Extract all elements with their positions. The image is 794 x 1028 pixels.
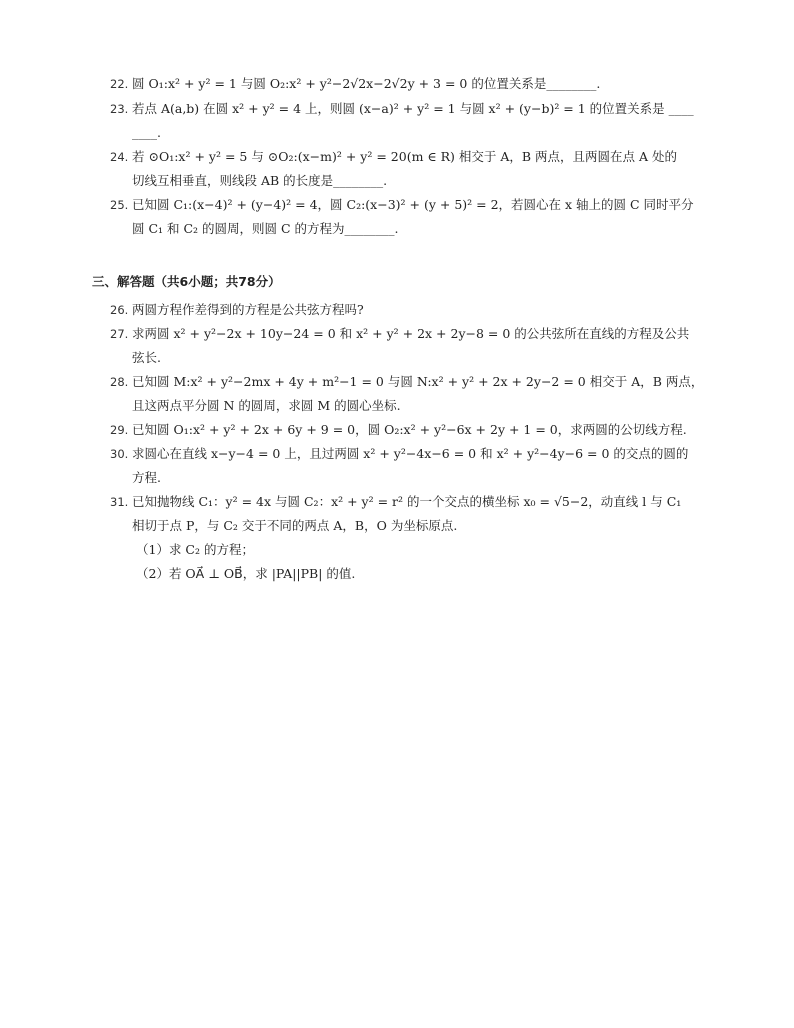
question-line <box>110 418 740 442</box>
question-line: ____. <box>132 125 161 140</box>
question-line <box>110 370 740 394</box>
question-line <box>110 490 740 514</box>
question-23 <box>110 97 740 145</box>
question-text: 已知抛物线 C₁：y² = 4x 与圆 C₂：x² + y² = r² 的一个交点的横坐标 x₀ = √5−2，动直线 l 与 C₁ <box>132 494 682 509</box>
question-text: 若 ⊙O₁:x² + y² = 5 与 ⊙O₂:(x−m)² + y² = 20(m ∈ R) 相交于 A，B 两点，且两圆在点 A 处的 <box>132 149 678 164</box>
question-30 <box>110 442 740 490</box>
question-number: 27. <box>110 327 129 341</box>
question-line <box>110 442 740 466</box>
question-line <box>110 322 740 346</box>
sub-question-1: （1）求 C₂ 的方程； <box>136 542 254 557</box>
question-line: 圆 C₁ 和 C₂ 的圆周，则圆 C 的方程为________. <box>132 221 399 236</box>
question-line: 相切于点 P，与 C₂ 交于不同的两点 A，B，O 为坐标原点. <box>132 518 458 533</box>
question-line: 方程. <box>132 470 161 485</box>
question-number: 26. <box>110 303 129 317</box>
question-26 <box>110 298 740 322</box>
question-number: 29. <box>110 423 129 437</box>
question-number: 22. <box>110 77 129 91</box>
question-text: 两圆方程作差得到的方程是公共弦方程吗? <box>132 302 364 317</box>
question-number: 28. <box>110 375 129 389</box>
question-24 <box>110 145 740 193</box>
question-text: 圆 O₁:x² + y² = 1 与圆 O₂:x² + y²−2√2x−2√2y + 3 = 0 的位置关系是________. <box>132 76 601 91</box>
question-text: 已知圆 O₁:x² + y² + 2x + 6y + 9 = 0，圆 O₂:x² + y²−6x + 2y + 1 = 0，求两圆的公切线方程. <box>132 422 687 437</box>
question-line <box>110 298 740 322</box>
question-number: 23. <box>110 102 129 116</box>
question-number: 24. <box>110 150 129 164</box>
question-25 <box>110 193 740 241</box>
question-number: 30. <box>110 447 129 461</box>
question-28 <box>110 370 740 418</box>
question-line: 弦长. <box>132 350 161 365</box>
question-text: 求圆心在直线 x−y−4 = 0 上，且过两圆 x² + y²−4x−6 = 0 和 x² + y²−4y−6 = 0 的交点的圆的 <box>132 446 689 461</box>
question-text: 已知圆 C₁:(x−4)² + (y−4)² = 4，圆 C₂:(x−3)² + (y + 5)² = 2，若圆心在 x 轴上的圆 C 同时平分 <box>132 197 694 212</box>
sub-question-2: （2）若 OA⃗ ⊥ OB⃗，求 |PA||PB| 的值. <box>136 566 356 581</box>
question-line: 且这两点平分圆 N 的圆周，求圆 M 的圆心坐标. <box>132 398 401 413</box>
question-22 <box>110 72 740 96</box>
question-line <box>110 193 740 217</box>
question-number: 25. <box>110 198 129 212</box>
question-text: 求两圆 x² + y²−2x + 10y−24 = 0 和 x² + y² + 2x + 2y−8 = 0 的公共弦所在直线的方程及公共 <box>132 326 690 341</box>
question-line <box>110 72 740 96</box>
question-31 <box>110 490 740 586</box>
question-line <box>110 97 740 121</box>
question-29 <box>110 418 740 442</box>
question-number: 31. <box>110 495 129 509</box>
question-text: 若点 A(a,b) 在圆 x² + y² = 4 上，则圆 (x−a)² + y² = 1 与圆 x² + (y−b)² = 1 的位置关系是 ____ <box>132 101 694 116</box>
question-line <box>110 145 740 169</box>
section-heading: 三、解答题（共6小题；共78分） <box>92 274 281 289</box>
question-27 <box>110 322 740 370</box>
question-line: 切线互相垂直，则线段 AB 的长度是________. <box>132 173 388 188</box>
question-text: 已知圆 M:x² + y²−2mx + 4y + m²−1 = 0 与圆 N:x² + y² + 2x + 2y−2 = 0 相交于 A，B 两点， <box>132 374 704 389</box>
